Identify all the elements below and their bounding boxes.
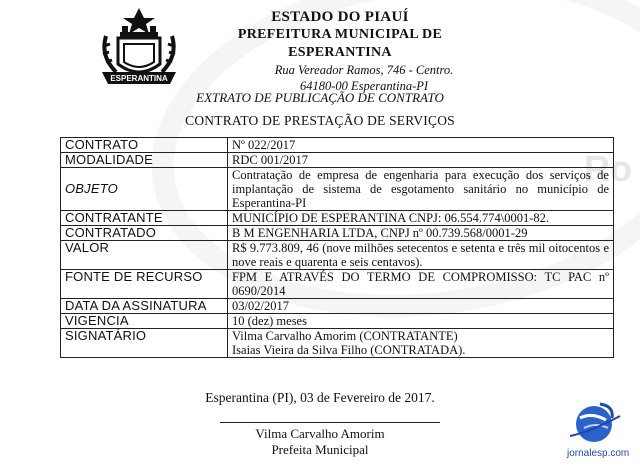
table-row: [61, 329, 614, 358]
row-value: R$ 9.773.809, 46 (nove milhões setecentos e setenta e três mil oitocentos e nove reais e quarenta e seis centavos).: [228, 241, 614, 270]
table-row: [61, 241, 614, 270]
contract-table: [60, 137, 614, 358]
row-value: Contratação de empresa de engenharia para execução dos serviços de implantação de sistema de esgotamento sanitário no município de Esperantina-PI: [228, 168, 614, 211]
row-label: CONTRATADO: [61, 226, 228, 241]
address-line-1: Rua Vereador Ramos, 746 - Centro.: [274, 63, 454, 77]
watermark-text: Ro: [584, 148, 632, 189]
table-row: [61, 153, 614, 168]
prefecture-name: PREFEITURA MUNICIPAL DE ESPERANTINA: [237, 27, 443, 60]
row-value: FPM E ATRAVÉS DO TERMO DE COMPROMISSO: TC PAC nº 0690/2014: [228, 270, 614, 299]
address-line-2: 64180-00 Esperantina-PI: [299, 79, 429, 93]
row-label: OBJETO: [61, 168, 228, 211]
letterhead: [190, 8, 490, 94]
row-label: CONTRATO: [61, 138, 228, 153]
row-value: 03/02/2017: [228, 299, 614, 314]
state-name: ESTADO DO PIAUÍ: [271, 9, 409, 25]
row-value: [228, 329, 614, 358]
row-label: VIGENCIA: [61, 314, 228, 329]
row-label: FONTE DE RECURSO: [61, 270, 228, 299]
signatory-name: Vilma Carvalho Amorim: [255, 426, 385, 441]
row-value: 10 (dez) meses: [228, 314, 614, 329]
municipal-crest-icon: [98, 6, 180, 92]
table-row: [61, 168, 614, 211]
row-value: Nº 022/2017: [228, 138, 614, 153]
row-label: DATA DA ASSINATURA: [61, 299, 228, 314]
row-value: MUNICÍPIO DE ESPERANTINA CNPJ: 06.554.774\0001-82.: [228, 211, 614, 226]
table-row: [61, 226, 614, 241]
table-row: [61, 299, 614, 314]
table-row: [61, 314, 614, 329]
row-label: MODALIDADE: [61, 153, 228, 168]
table-row: [61, 270, 614, 299]
row-label: SIGNATÁRIO: [61, 329, 228, 358]
row-label: CONTRATANTE: [61, 211, 228, 226]
table-row: [61, 211, 614, 226]
signature-block: [0, 426, 640, 458]
signatory-title: Prefeita Municipal: [271, 442, 369, 457]
table-row: [61, 138, 614, 153]
place-date: Esperantina (PI), 03 de Fevereiro de 2017.: [205, 390, 435, 405]
row-label: VALOR: [61, 241, 228, 270]
crest-banner-text: ESPERANTINA: [110, 74, 168, 83]
contract-heading: CONTRATO DE PRESTAÇÃO DE SERVIÇOS: [185, 113, 455, 128]
signatory-contratante: Vilma Carvalho Amorim (CONTRATANTE): [232, 329, 458, 343]
row-value: B M ENGENHARIA LTDA, CNPJ nº 00.739.568/0001-29: [228, 226, 614, 241]
signatory-contratada: Isaias Vieira da Silva Filho (CONTRATADA).: [232, 343, 466, 357]
row-value: RDC 001/2017: [228, 153, 614, 168]
extract-title: EXTRATO DE PUBLICAÇÃO DE CONTRATO: [196, 90, 444, 105]
logo-text: jornalesp.com: [567, 448, 630, 459]
signature-line: [220, 422, 440, 423]
